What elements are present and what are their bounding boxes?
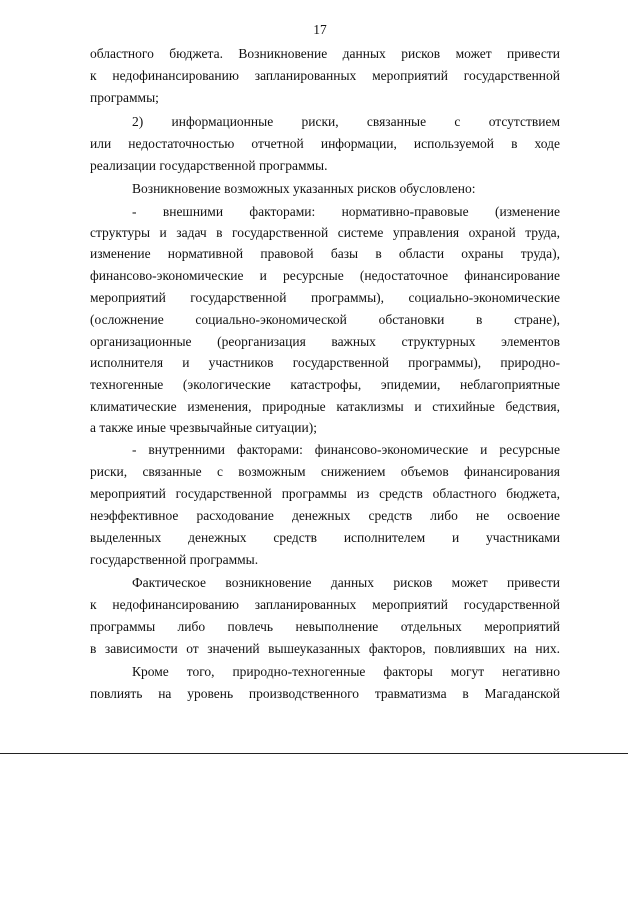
text-line: к недофинансированию запланированных мероприятий государственной xyxy=(90,597,560,612)
text-line: или недостаточностью отчетной информации, используемой в ходе xyxy=(90,136,560,151)
page-number: 17 xyxy=(313,22,327,37)
text-line: неэффективное расходование денежных средств либо не освоение xyxy=(90,508,560,523)
text-line: к недофинансированию запланированных мероприятий государственной xyxy=(90,68,560,83)
page-divider xyxy=(0,753,628,754)
text-line: в зависимости от значений вышеуказанных факторов, повлиявших на них. xyxy=(90,641,560,656)
text-line: Возникновение возможных указанных рисков обусловлено: xyxy=(132,181,476,196)
text-line: мероприятий государственной программы из средств областного бюджета, xyxy=(90,486,560,501)
text-line: - внешними факторами: нормативно-правовые (изменение xyxy=(132,204,560,219)
text-line: выделенных денежных средств исполнителем и участниками xyxy=(90,530,560,545)
text-line: риски, связанные с возможным снижением объемов финансирования xyxy=(90,464,560,479)
text-line: мероприятий государственной программы), социально-экономические xyxy=(90,290,560,305)
text-line: (осложнение социально-экономической обстановки в стране), xyxy=(90,312,560,327)
text-line: организационные (реорганизация важных структурных элементов xyxy=(90,334,560,349)
text-line: изменение нормативной правовой базы в области охраны труда), xyxy=(90,246,560,261)
text-line: программы либо повлечь невыполнение отдельных мероприятий xyxy=(90,619,560,634)
text-line: а также иные чрезвычайные ситуации); xyxy=(90,420,317,435)
text-line: программы; xyxy=(90,90,159,105)
text-line: Фактическое возникновение данных рисков может привести xyxy=(132,575,560,590)
text-line: финансово-экономические и ресурсные (недостаточное финансирование xyxy=(90,268,560,283)
text-line: 2) информационные риски, связанные с отсутствием xyxy=(132,114,560,129)
text-line: государственной программы. xyxy=(90,552,259,567)
text-line: - внутренними факторами: финансово-экономические и ресурсные xyxy=(132,442,560,457)
text-line: техногенные (экологические катастрофы, эпидемии, неблагоприятные xyxy=(90,377,560,392)
text-line: повлиять на уровень производственного травматизма в Магаданской xyxy=(90,686,560,701)
text-line: климатические изменения, природные катаклизмы и стихийные бедствия, xyxy=(90,399,560,414)
text-line: Кроме того, природно-техногенные факторы могут негативно xyxy=(132,664,560,679)
text-line: реализации государственной программы. xyxy=(90,158,328,173)
text-line: исполнителя и участников государственной программы), природно- xyxy=(90,355,560,370)
text-line: структуры и задач в государственной системе управления охраной труда, xyxy=(90,225,560,240)
text-line: областного бюджета. Возникновение данных рисков может привести xyxy=(90,46,560,61)
